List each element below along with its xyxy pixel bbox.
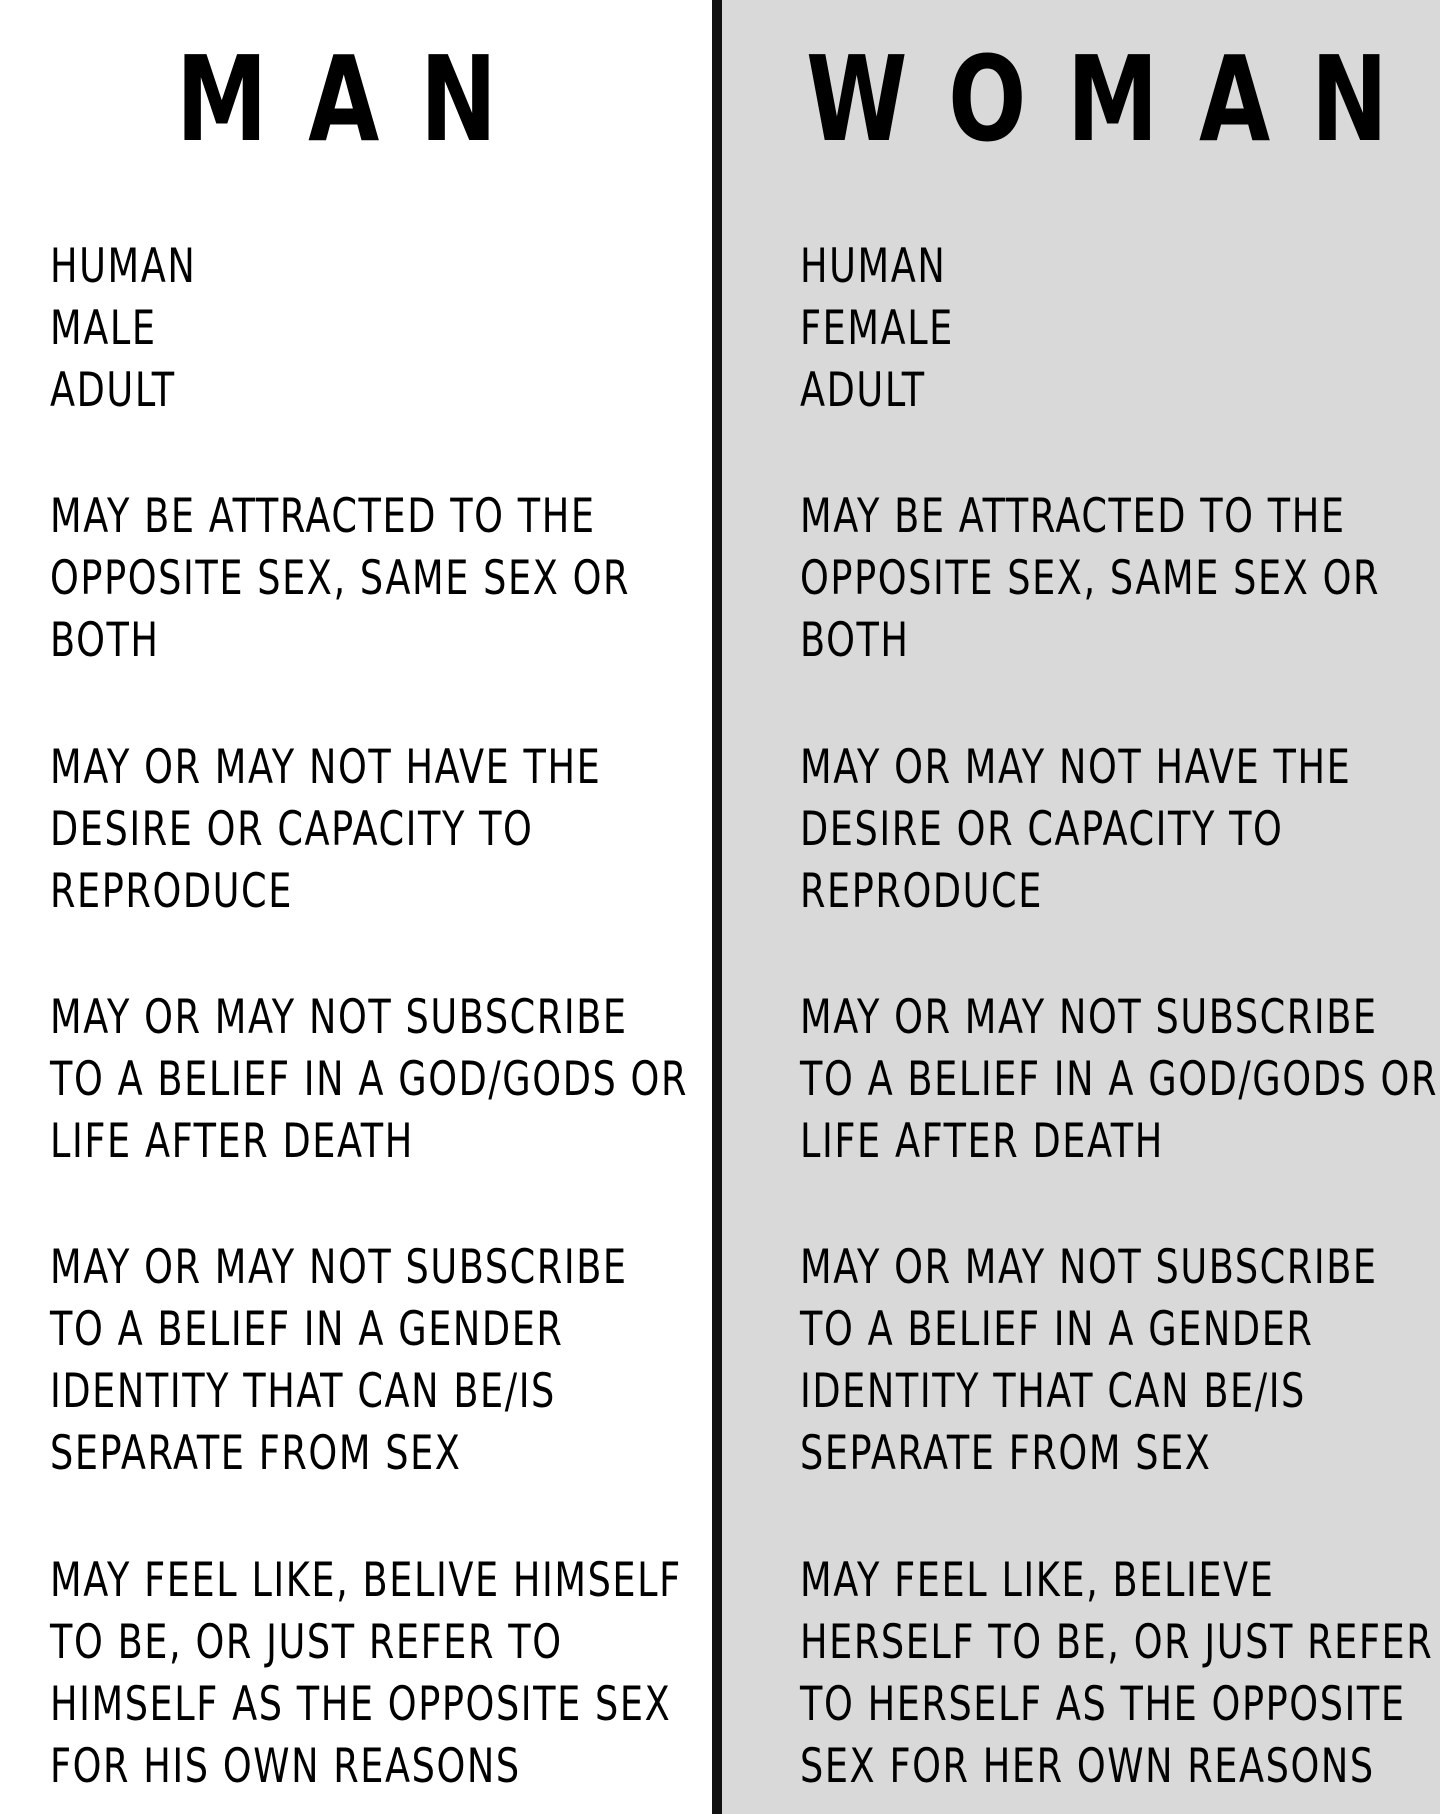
man-line: FOR HIS OWN REASONS (50, 1739, 521, 1794)
man-attraction-block (50, 486, 630, 672)
woman-reproduce-block (800, 737, 1351, 923)
woman-line: IDENTITY THAT CAN BE/IS (800, 1364, 1306, 1419)
woman-line: TO HERSELF AS THE OPPOSITE (800, 1677, 1406, 1732)
man-self-identification-block (50, 1550, 682, 1798)
woman-line: SEPARATE FROM SEX (800, 1426, 1212, 1481)
column-divider (712, 0, 722, 1814)
man-reproduce-block (50, 737, 601, 923)
man-line: BOTH (50, 613, 160, 668)
man-line: REPRODUCE (50, 864, 293, 919)
man-line: LIFE AFTER DEATH (50, 1114, 414, 1169)
woman-line: MAY FEEL LIKE, BELIEVE (800, 1553, 1275, 1608)
man-line: MAY OR MAY NOT HAVE THE (50, 740, 602, 795)
man-line: MAY OR MAY NOT SUBSCRIBE (50, 990, 628, 1045)
woman-line: ADULT (800, 363, 926, 418)
woman-line: HERSELF TO BE, OR JUST REFER (800, 1615, 1434, 1670)
woman-religion-block (800, 987, 1438, 1173)
man-line: OPPOSITE SEX, SAME SEX OR (50, 551, 631, 606)
man-line: IDENTITY THAT CAN BE/IS (50, 1364, 556, 1419)
woman-line: MAY OR MAY NOT SUBSCRIBE (800, 990, 1378, 1045)
man-line: SEPARATE FROM SEX (50, 1426, 462, 1481)
man-line: ADULT (50, 363, 176, 418)
man-line: TO BE, OR JUST REFER TO (50, 1615, 563, 1670)
man-line: HIMSELF AS THE OPPOSITE SEX (50, 1677, 672, 1732)
man-line: MAY FEEL LIKE, BELIVE HIMSELF (50, 1553, 682, 1608)
woman-line: OPPOSITE SEX, SAME SEX OR (800, 551, 1381, 606)
woman-line: TO A BELIEF IN A GENDER (800, 1302, 1314, 1357)
woman-line: TO A BELIEF IN A GOD/GODS OR (800, 1052, 1438, 1107)
woman-line: BOTH (800, 613, 910, 668)
woman-self-identification-block (800, 1550, 1433, 1798)
man-line: MAY OR MAY NOT SUBSCRIBE (50, 1240, 628, 1295)
man-line: MALE (50, 301, 157, 356)
man-gender-identity-block (50, 1237, 628, 1485)
man-line: TO A BELIEF IN A GENDER (50, 1302, 564, 1357)
woman-line: SEX FOR HER OWN REASONS (800, 1739, 1375, 1794)
man-line: HUMAN (50, 239, 197, 294)
woman-line: LIFE AFTER DEATH (800, 1114, 1164, 1169)
woman-line: MAY OR MAY NOT SUBSCRIBE (800, 1240, 1378, 1295)
man-line: MAY BE ATTRACTED TO THE (50, 489, 596, 544)
woman-definition-block (800, 236, 954, 422)
woman-gender-identity-block (800, 1237, 1378, 1485)
woman-column (722, 0, 1440, 1814)
man-line: TO A BELIEF IN A GOD/GODS OR (50, 1052, 688, 1107)
woman-line: FEMALE (800, 301, 954, 356)
man-heading: MAN (176, 30, 538, 168)
man-column (0, 0, 712, 1814)
woman-line: MAY BE ATTRACTED TO THE (800, 489, 1346, 544)
man-definition-block (50, 236, 196, 422)
woman-line: MAY OR MAY NOT HAVE THE (800, 740, 1352, 795)
woman-attraction-block (800, 486, 1380, 672)
woman-heading: WOMAN (806, 30, 1429, 168)
man-line: DESIRE OR CAPACITY TO (50, 802, 534, 857)
man-religion-block (50, 987, 688, 1173)
woman-line: HUMAN (800, 239, 947, 294)
woman-line: REPRODUCE (800, 864, 1043, 919)
woman-line: DESIRE OR CAPACITY TO (800, 802, 1284, 857)
